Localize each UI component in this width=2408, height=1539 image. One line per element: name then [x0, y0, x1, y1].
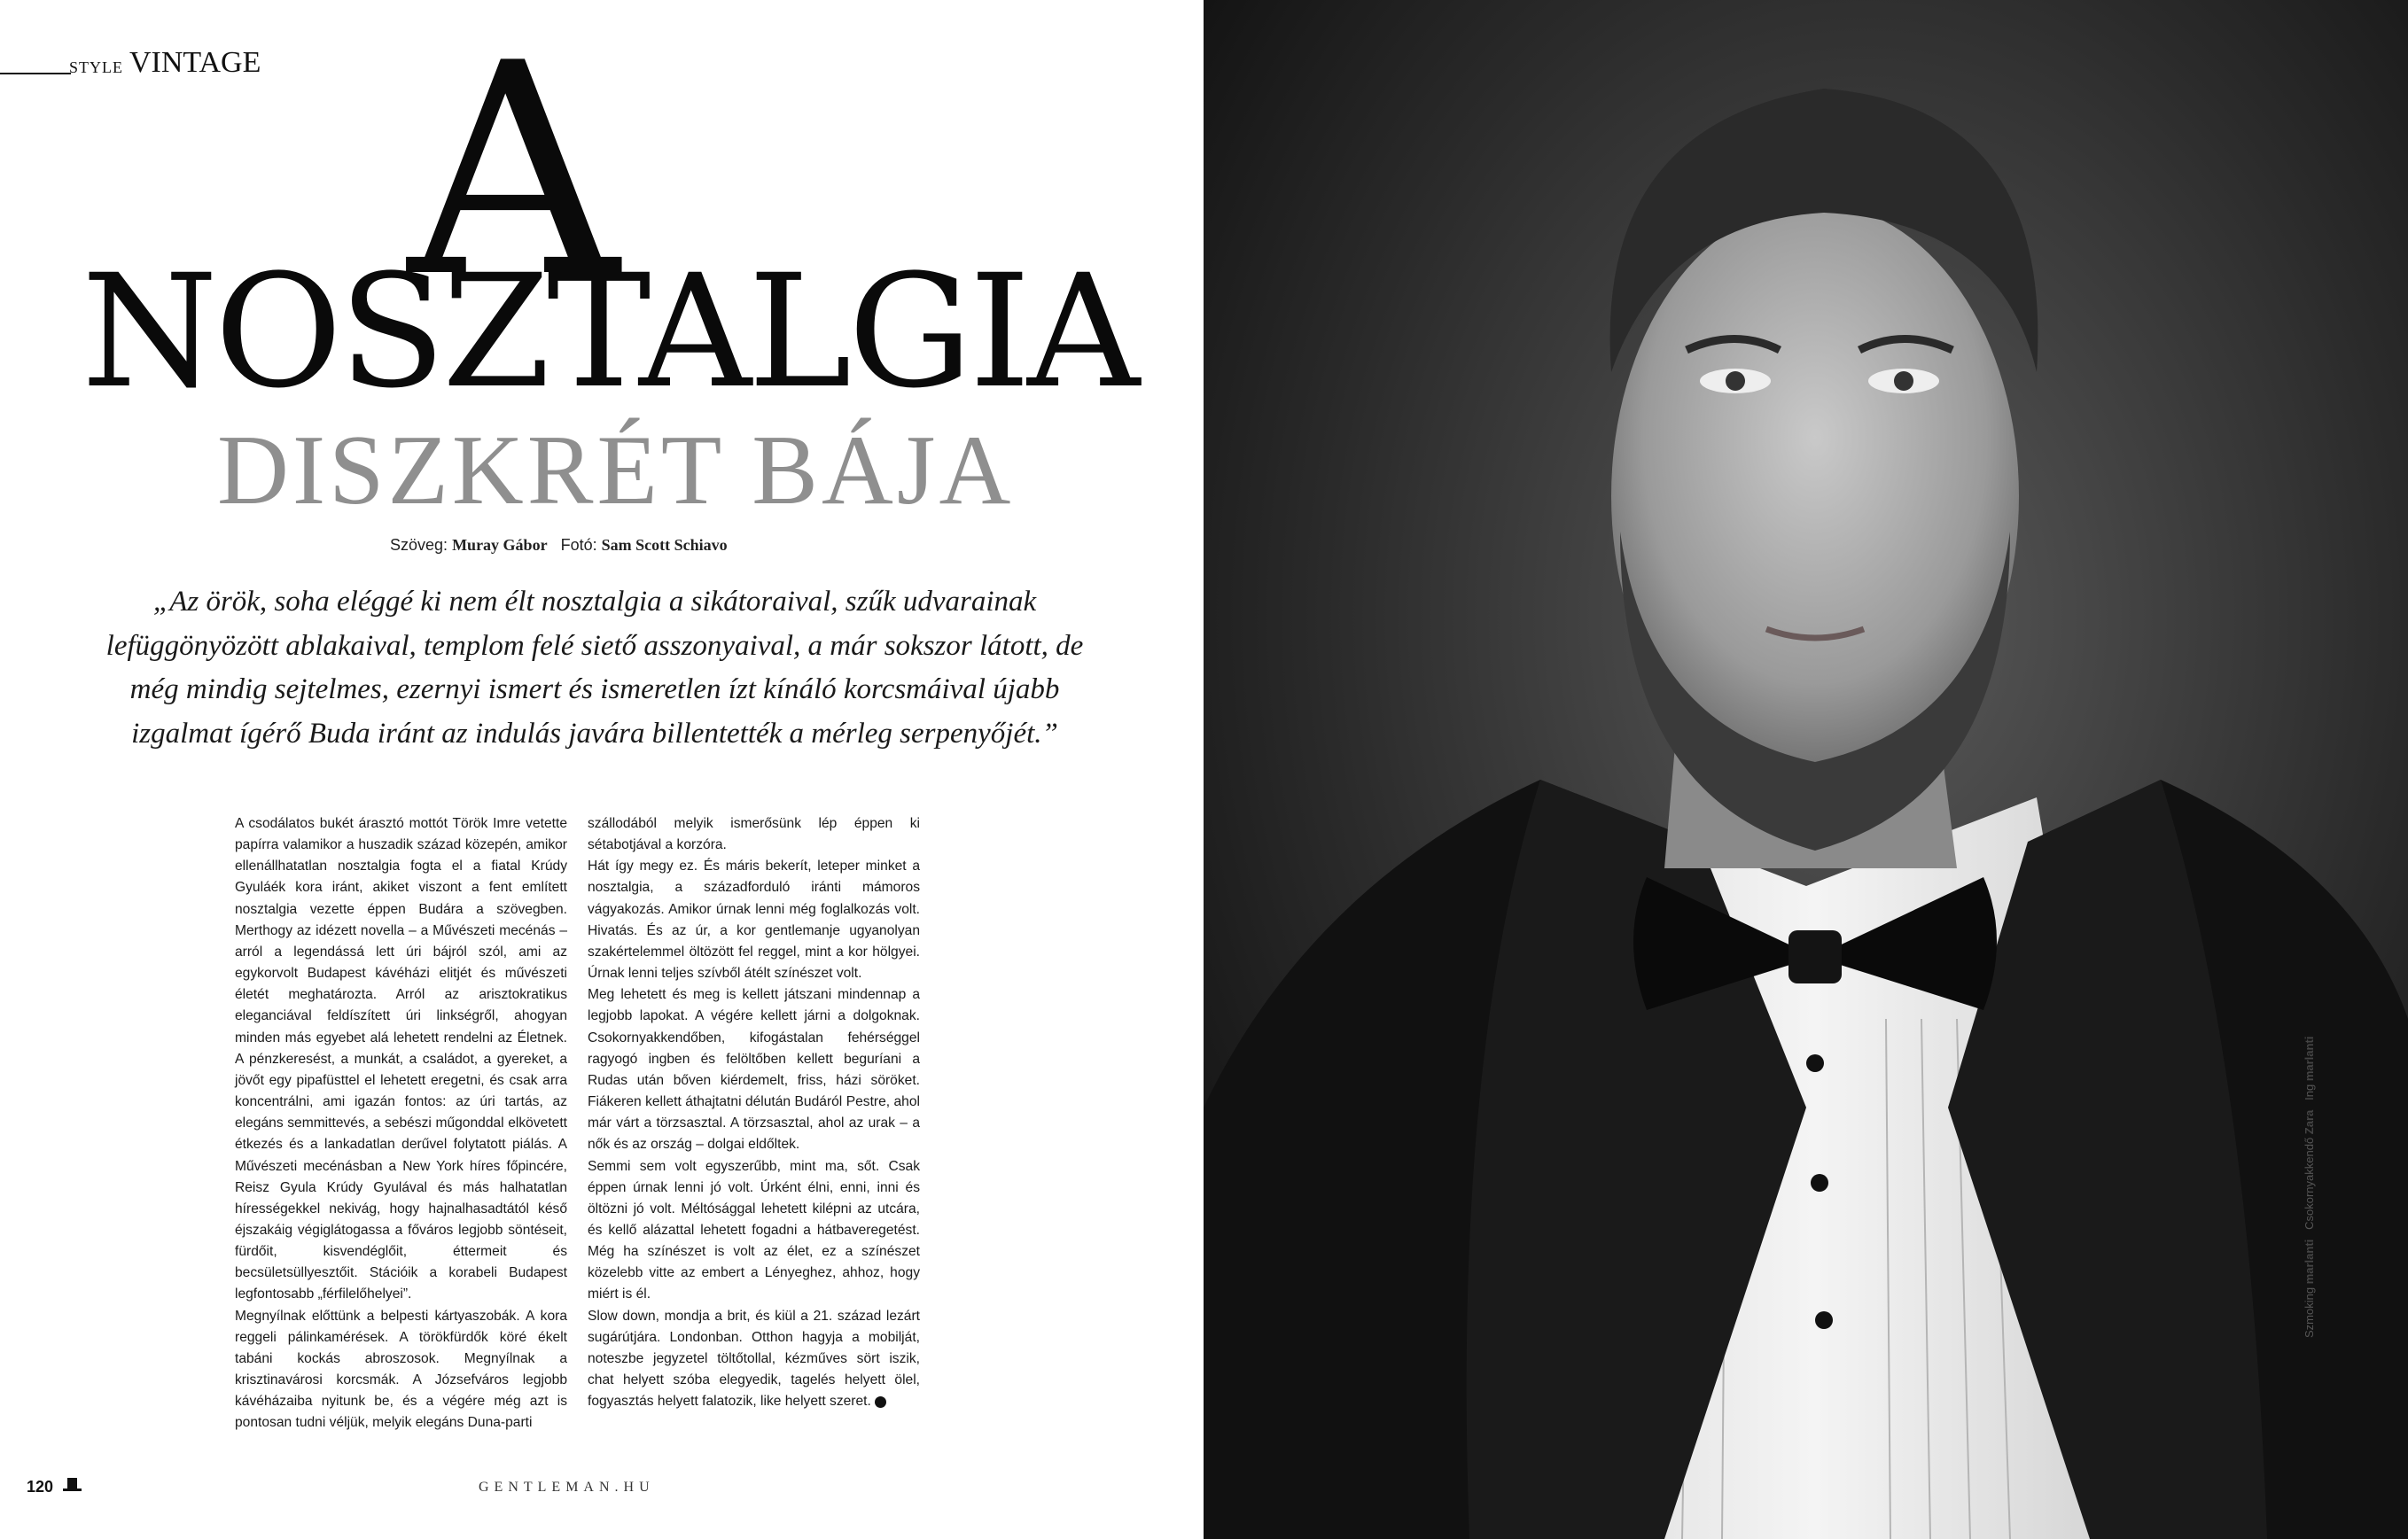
body-paragraph: Megnyílnak előttünk a belpesti kártyaszobák. A kora reggeli pálinkamérések. A törökfürdők köré ékelt tabáni kockás abroszosok. Megnyílnak a krisztinavárosi korcsmák. A Józsefváros legjobb kávéházaiba nyitunk be, és a végére még azt is pontosan tudni véljük, melyik elegáns Duna-parti — [235, 1308, 567, 1431]
smoking-brand: marlanti — [2303, 1239, 2316, 1285]
author-name: Muray Gábor — [452, 536, 548, 554]
text-credit-label: Szöveg: — [390, 536, 448, 554]
body-column-2 — [588, 813, 920, 1412]
body-paragraph: szállodából melyik ismerősünk lép éppen ki sétabotjával a korzóra. — [588, 816, 920, 853]
footer-site: GENTLEMAN.HU — [479, 1480, 655, 1495]
photographer-name: Sam Scott Schiavo — [601, 536, 728, 554]
section-rule — [0, 73, 71, 74]
body-column-1 — [235, 813, 567, 1434]
photo-styling-credit — [2303, 1037, 2316, 1338]
article-credits — [390, 536, 728, 555]
end-of-article-icon — [875, 1396, 886, 1408]
body-paragraph: Meg lehetett és meg is kellett játszani mindennap a legjobb lapokat. A végére kellett járni a dolgoknak. Csokornyakkendőben, kifogástalan fehérséggel ragyogó ingben és felöltőben kellett beguríani a Rudas után bőven kiérdemelt, friss, házi söröket. Fiákeren kellett áthajtatni délután Budáról Pestre, ahol már várt a törzsasztal. A törzsasztal, ahol az urak – a nők és az ország – dolgai eldőltek. — [588, 987, 920, 1153]
title-line-diszkret-baja: DISZKRÉT BÁJA — [217, 416, 1015, 525]
section-vintage-label: VINTAGE — [129, 46, 261, 79]
title-line-nosztalgia: NOSZTALGIA — [82, 241, 1137, 423]
right-page — [1204, 0, 2408, 1539]
page-number: 120 — [27, 1478, 54, 1496]
title-line-a: A — [408, 1, 620, 341]
body-paragraph: Semmi sem volt egyszerűbb, mint ma, sőt. Csak éppen úrnak lenni jó volt. Úrként élni, enni, inni és öltözni jó volt. Méltósággal lehetett kilépni az utcára, és kellő alázattal lehetett fogadni a hátbaveregetést. Még ha színészet is volt az élet, ez a színészet közelebb vitte az embert a Lényeghez, ahhoz, hogy miért is él. — [588, 1158, 920, 1302]
section-style-label: STYLE — [69, 58, 123, 76]
photo-credit-label: Fotó: — [560, 536, 597, 554]
smoking-label: Szmoking — [2303, 1286, 2316, 1338]
pull-quote: „Az örök, soha eléggé ki nem élt nosztalgia a sikátoraival, szűk udvarainak lefüggönyözött ablakaival, templom felé siető asszonyaival, a már sokszor látott, de még mindig sejtelmes, ezernyi ismert és ismeretlen ízt kínáló korcsmáival újabb izgalmat ígérő Buda iránt az indulás javára billentették a mérleg serpenyőjét.” — [105, 586, 1084, 750]
body-paragraph: Hát így megy ez. És máris bekerít, leteper minket a nosztalgia, a századforduló iránti mámoros vágyakozás. Amikor úrnak lenni még foglalkozás volt. Hivatás. És az úr, a kor gentlemanje ugyanolyan szakértelemmel öltözött fel reggel, mint a kor hölgyei. Úrnak lenni teljes szívből átélt színészet volt. — [588, 859, 920, 982]
portrait-photo — [1204, 0, 2408, 1539]
body-paragraph: A csodálatos bukét árasztó mottót Török Imre vetette papírra valamikor a huszadik század közepén, amikor ellenállhatatlan nosztalgia fogta el a fiatal Krúdy Gyuláék kora iránt, akiket viszont a fent említett nosztalgia vezette éppen Budára a szövegben. Merthogy az idézett novella – a Művészeti mecénás – arról a legendássá lett úri bájról szól, ami az egykorvolt Budapest kávéházi elitjét és művészeti életét meghatározta. Arról az arisztokratikus eleganciával feldíszített úri linkségről, ahogyan minden más egyebet alá lehetett rendelni az Életnek. A pénzkeresést, a munkát, a családot, a gyereket, a jövőt egy pipafüsttel el lehetett eregetni, és csak arra koncentrálni, ami igazán fontos: az úri tartás, az elegáns semmittevés, a sebészi műgonddal elkövetett étkezés és a lankadatlan derűvel folytatott piálás. A Művészeti mecénásban a New York híres főpincére, Reisz Gyula Krúdy Gyulával és más halhatatlan hírességekkel nekivág, hogy hajnalhasadtától késő éjszakáig végiglátogassa a főváros legjobb söntéseit, fürdőit, kisvendéglőit, éttermeit és becsületsüllyesztőit. Stációik a korabeli Budapest legfontosabb „férfilelőhelyei”. — [235, 816, 567, 1302]
body-paragraph-text: Slow down, mondja a brit, és kiül a 21. század lezárt sugárútjára. Londonban. Otthon hagyja a mobilját, noteszbe jegyzetel töltőtollal, kézműves sört iszik, chat helyett szóba elegyedik, tagelés helyett ölel, fogyasztás helyett falatozik, like helyett szeret. — [588, 1308, 920, 1410]
section-header — [0, 46, 266, 82]
bowtie-brand: Zara — [2303, 1109, 2316, 1135]
top-hat-logo-icon — [62, 1477, 83, 1493]
shirt-brand: marlanti — [2303, 1036, 2316, 1082]
body-paragraph-last — [588, 1306, 920, 1413]
bowtie-label: Csokornyakkendő — [2303, 1137, 2316, 1230]
shirt-label: Ing — [2303, 1084, 2316, 1100]
